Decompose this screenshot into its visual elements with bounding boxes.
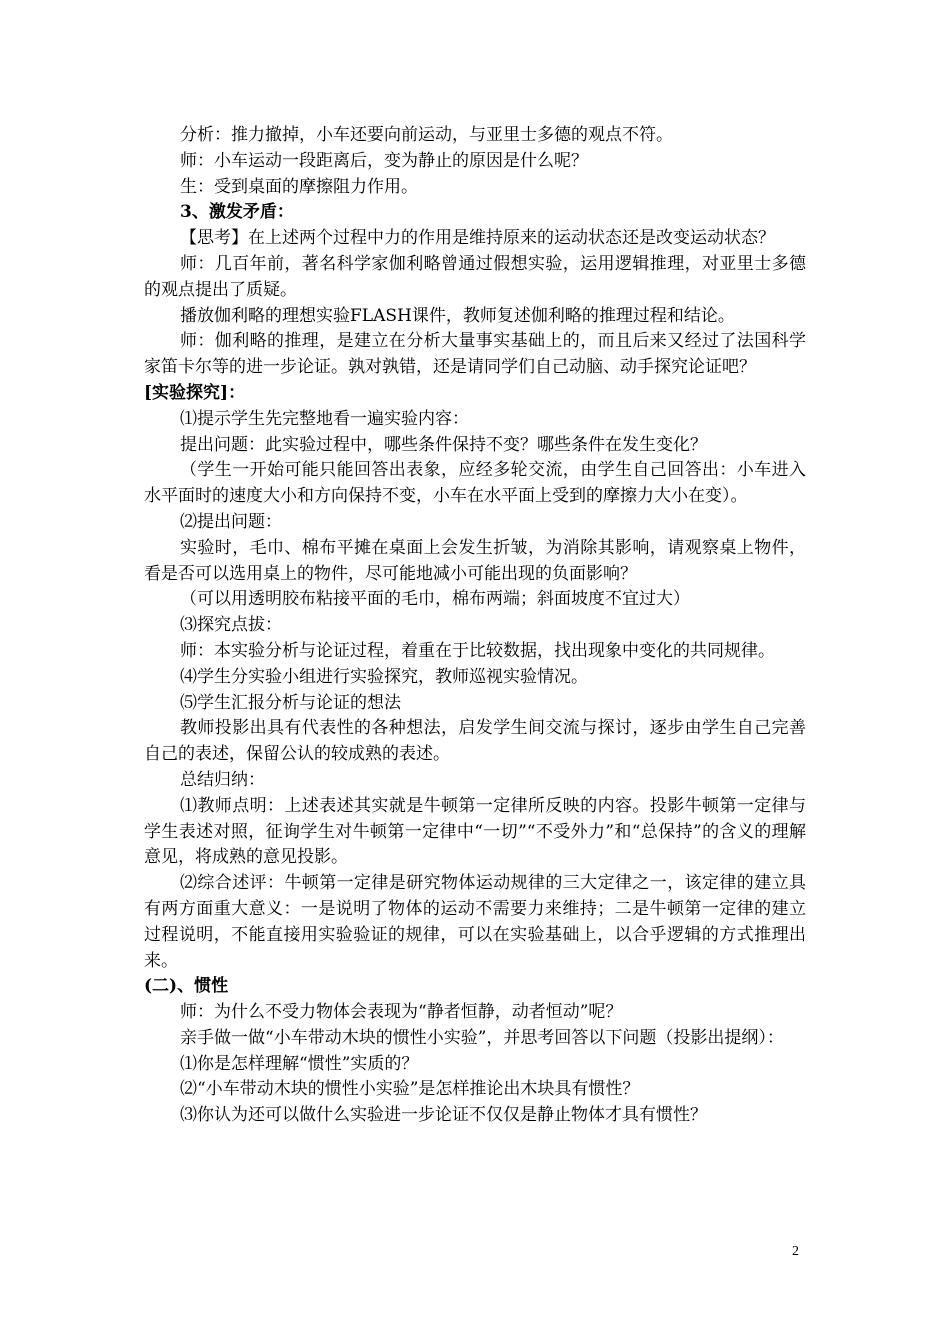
paragraph: 生：受到桌面的摩擦阻力作用。 <box>180 176 418 197</box>
paragraph: ⑴你是怎样理解“惯性”实质的？ <box>180 1053 419 1074</box>
paragraph: 师：为什么不受力物体会表现为“静者恒静，动者恒动”呢？ <box>180 1002 623 1023</box>
paragraph: ⑴教师点明：上述表述其实就是牛顿第一定律所反映的内容。投影牛顿第一定律与学生表述对照，征询学生对牛顿第一定律中“一切”“不受外力”和“总保持”的含义的理解意见，将成熟的意见投影。 <box>144 795 806 868</box>
paragraph: 分析：推力撤掉，小车还要向前运动，与亚里士多德的观点不符。 <box>180 125 673 145</box>
paragraph: 提出问题：此实验过程中，哪些条件保持不变？哪些条件在发生变化？ <box>180 434 707 455</box>
paragraph: ⑶你认为还可以做什么实验进一步论证不仅仅是静止物体才具有惯性？ <box>180 1105 707 1126</box>
paragraph: 师：几百年前，著名科学家伽利略曾通过假想实验，运用逻辑推理，对亚里士多德的观点提出了质疑。 <box>144 253 806 300</box>
document-body <box>144 123 806 1129</box>
paragraph: 师：本实验分析与论证过程，着重在于比较数据，找出现象中变化的共同规律。 <box>180 640 775 661</box>
paragraph: ⑵综合述评：牛顿第一定律是研究物体运动规律的三大定律之一，该定律的建立具有两方面重大意义：一是说明了物体的运动不需要力来维持；二是牛顿第一定律的建立过程说明，不能直接用实验验证的规律，可以在实验基础上，以合乎逻辑的方式推理出来。 <box>144 873 806 971</box>
paragraph: ⑶探究点拔： <box>180 615 282 636</box>
paragraph: ⑵提出问题： <box>180 511 282 532</box>
paragraph: （学生一开始可能只能回答出表象，应经多轮交流，由学生自己回答出：小车进入水平面时的速度大小和方向保持不变，小车在水平面上受到的摩擦力大小在变）。 <box>144 460 806 507</box>
section-heading: 3、激发矛盾： <box>180 202 294 223</box>
paragraph: （可以用透明胶布粘接平面的毛巾，棉布两端；斜面坡度不宜过大） <box>180 589 690 610</box>
page-number: 2 <box>792 1244 799 1259</box>
paragraph: 实验时，毛巾、棉布平摊在桌面上会发生折皱，为消除其影响，请观察桌上物件，看是否可以选用桌上的物件，尽可能地减小可能出现的负面影响？ <box>144 537 806 584</box>
paragraph: 亲手做一做“小车带动木块的惯性小实验”，并思考回答以下问题（投影出提纲）： <box>180 1027 784 1048</box>
paragraph: ⑵“小车带动木块的惯性小实验”是怎样推论出木块具有惯性？ <box>180 1079 640 1100</box>
paragraph: 播放伽利略的理想实验FLASH课件，教师复述伽利略的推理过程和结论。 <box>180 305 735 326</box>
section-heading: (二)、惯性 <box>144 976 229 997</box>
paragraph: 师：伽利略的推理，是建立在分析大量事实基础上的，而且后来又经过了法国科学家笛卡尔等的进一步论证。孰对孰错，还是请同学们自己动脑、动手探究论证吧？ <box>144 331 806 378</box>
paragraph: 【思考】在上述两个过程中力的作用是维持原来的运动状态还是改变运动状态？ <box>180 228 775 249</box>
paragraph: 教师投影出具有代表性的各种想法，启发学生间交流与探讨，逐步由学生自己完善自己的表述，保留公认的较成熟的表述。 <box>144 718 806 765</box>
paragraph: ⑴提示学生先完整地看一遍实验内容： <box>180 408 469 429</box>
paragraph: ⑸学生汇报分析与论证的想法 <box>180 692 401 713</box>
paragraph: ⑷学生分实验小组进行实验探究，教师巡视实验情况。 <box>180 666 588 687</box>
section-heading: [实验探究]： <box>144 382 246 403</box>
paragraph: 师：小车运动一段距离后，变为静止的原因是什么呢？ <box>180 150 588 171</box>
paragraph: 总结归纳： <box>180 769 265 790</box>
